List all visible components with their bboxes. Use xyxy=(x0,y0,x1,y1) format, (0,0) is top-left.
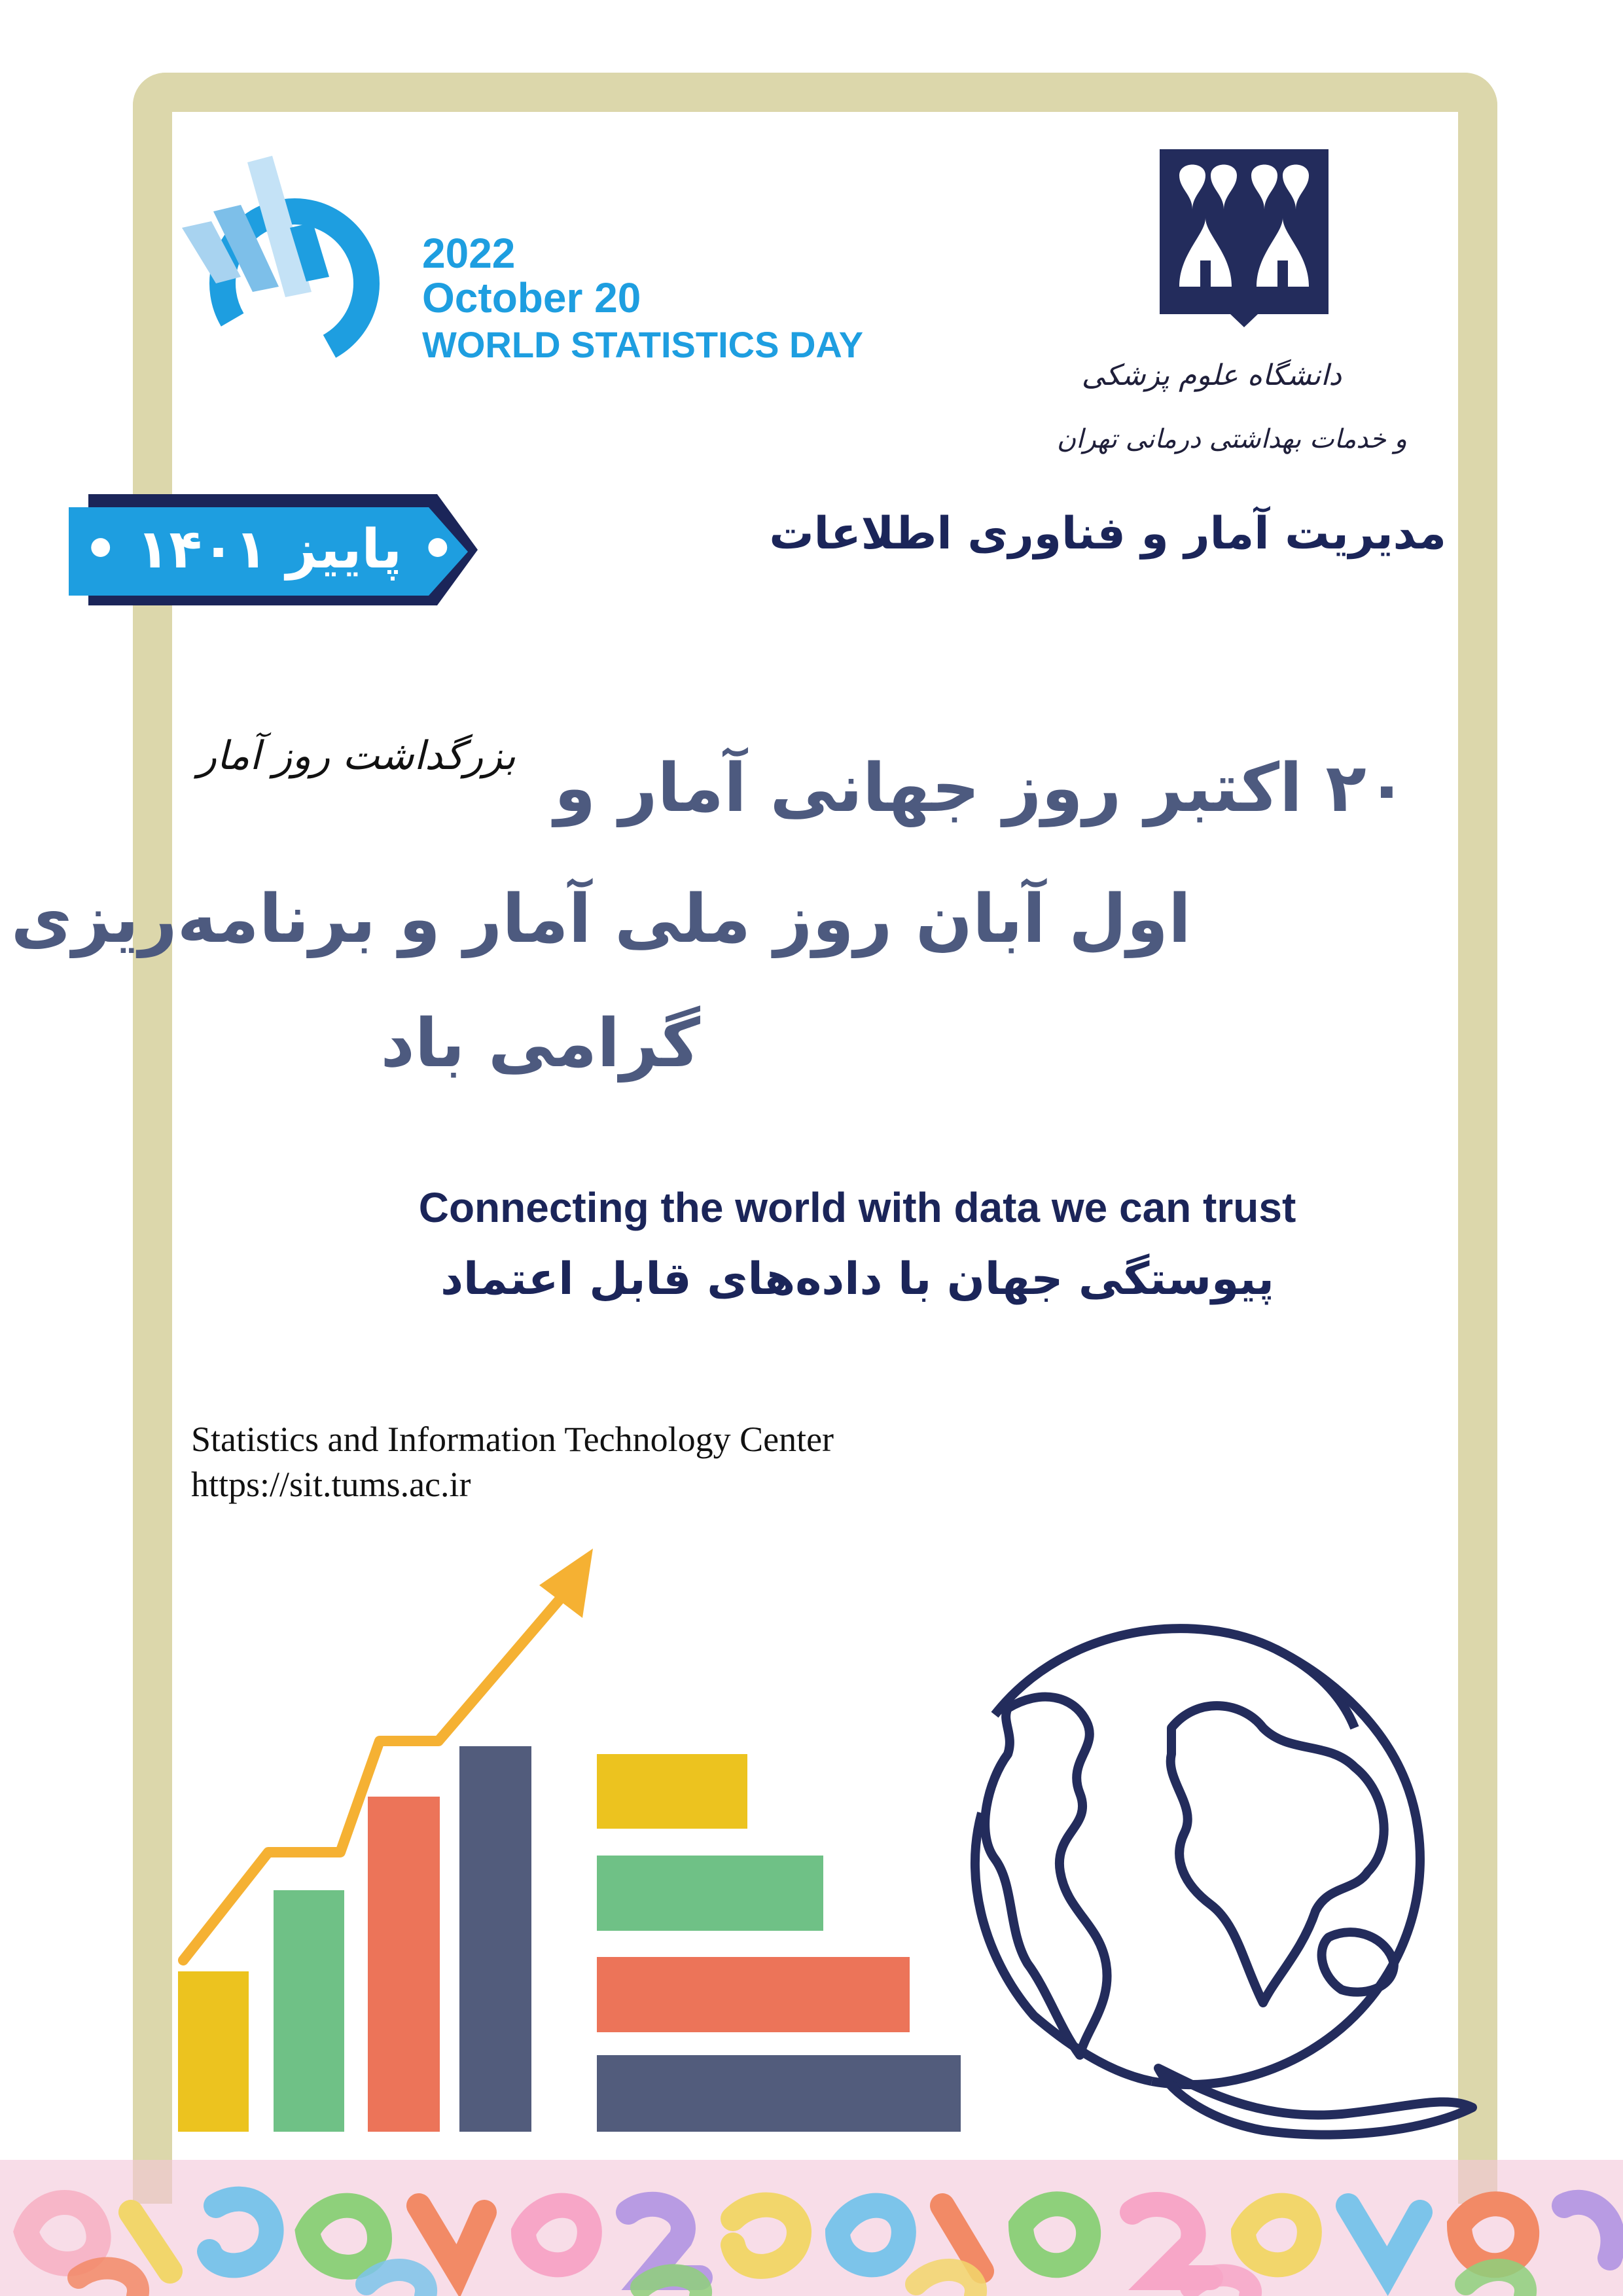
horizontal-bar-orange xyxy=(597,1957,910,2032)
university-name-line1: دانشگاه علوم پزشکی xyxy=(1081,359,1342,392)
bar-chart-illustration xyxy=(177,1545,962,2134)
message-line1: ۲۰ اکتبر روز جهانی آمار و xyxy=(554,749,1407,827)
wsd-logo-icon xyxy=(175,149,411,372)
season-badge: • پاییز ۱۴۰۱ • xyxy=(83,518,455,581)
globe-icon xyxy=(936,1597,1479,2140)
slogan-persian: پیوستگی جهان با داده‌های قابل اعتماد xyxy=(440,1253,1274,1305)
center-name: Statistics and Information Technology Center xyxy=(191,1420,834,1459)
event-date: October 20 xyxy=(422,274,641,321)
horizontal-bar-yellow xyxy=(597,1754,747,1829)
message-line3: گرامی باد xyxy=(380,1005,700,1083)
slogan-english: Connecting the world with data we can trust xyxy=(418,1184,1296,1231)
number-toys-decoration xyxy=(0,2062,1623,2296)
event-year: 2022 xyxy=(422,230,516,277)
university-name-line2: و خدمات بهداشتی درمانی تهران xyxy=(1056,424,1407,454)
center-url[interactable]: https://sit.tums.ac.ir xyxy=(191,1465,471,1504)
message-line2: اول آبان روز ملی آمار و برنامه‌ریزی xyxy=(10,880,1191,958)
calligraphy-text: بزرگداشت روز آمار xyxy=(198,733,516,779)
university-emblem-icon xyxy=(1160,149,1329,327)
department-title: مدیریت آمار و فناوری اطلاعات xyxy=(769,508,1446,560)
event-title: WORLD STATISTICS DAY xyxy=(422,324,864,365)
horizontal-bar-green xyxy=(597,1856,823,1931)
